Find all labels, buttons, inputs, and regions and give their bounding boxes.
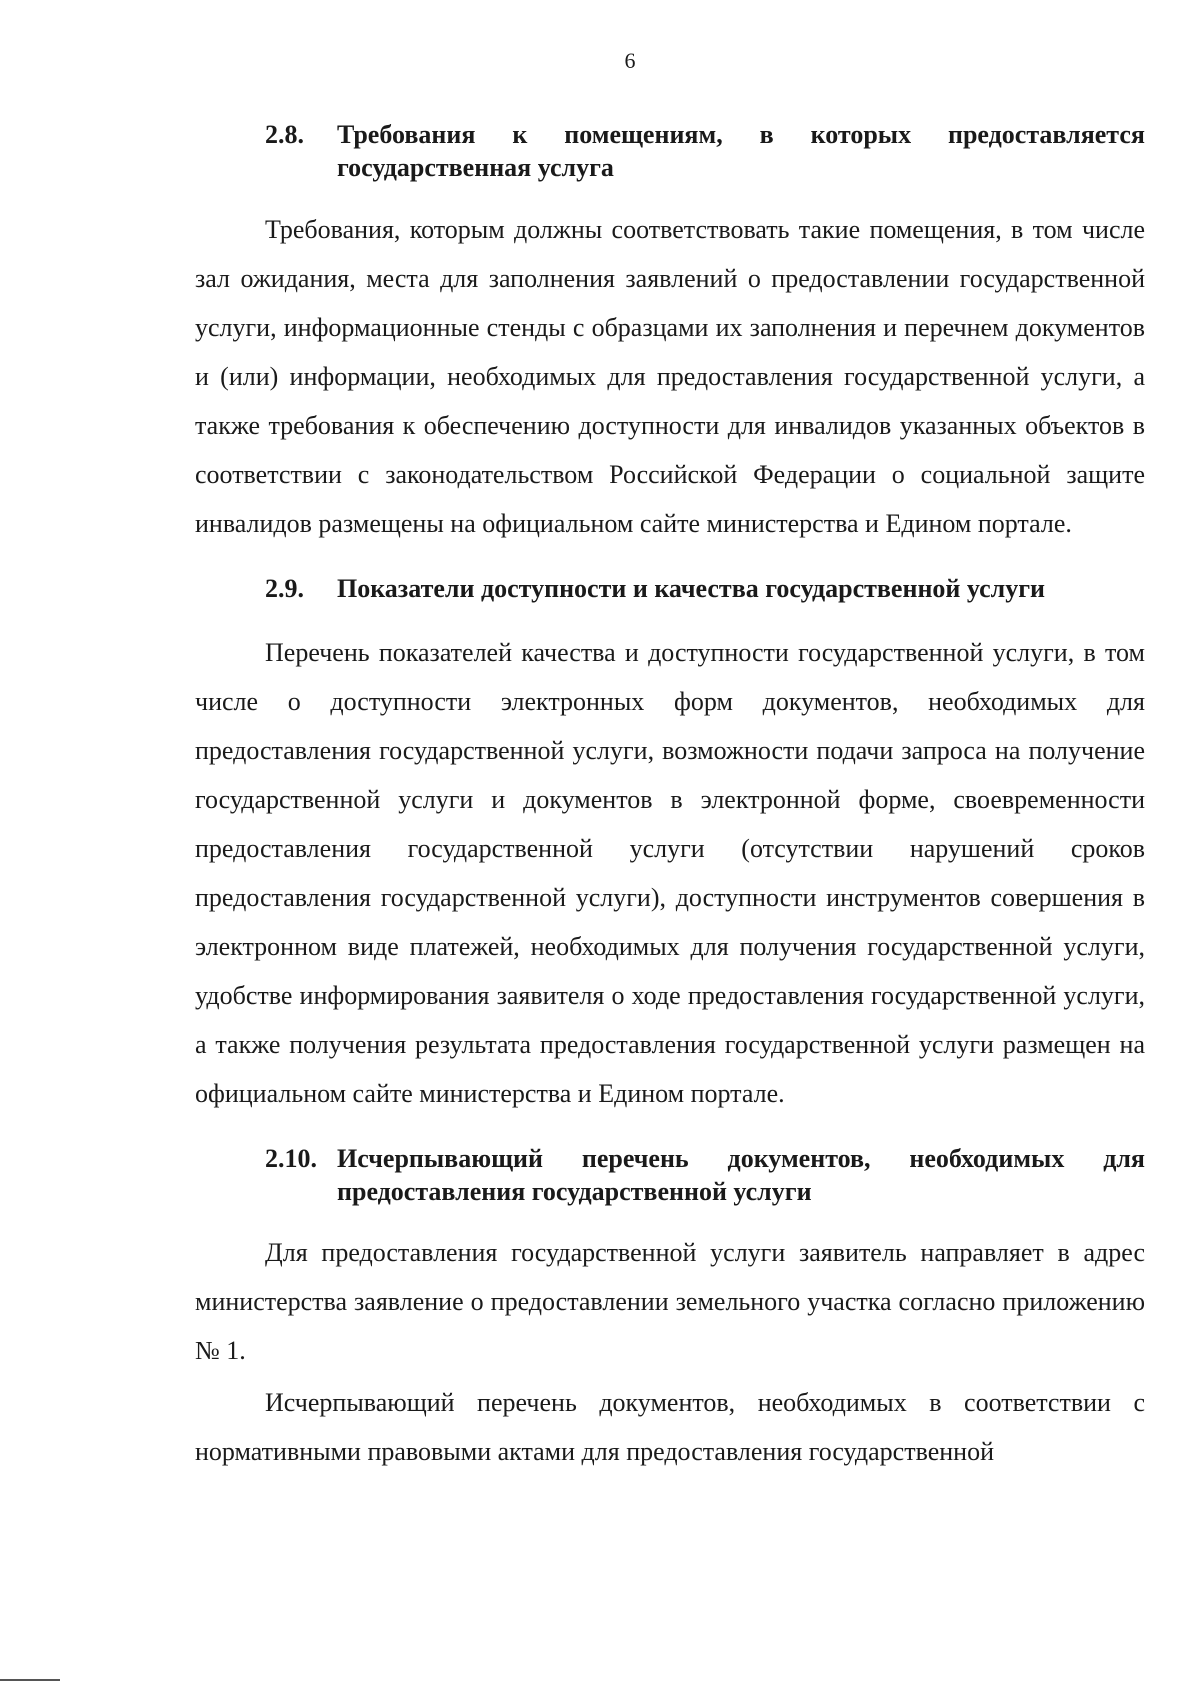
section-heading-2-10	[195, 1142, 1145, 1208]
section-number: 2.8.	[265, 120, 304, 149]
section-2-9-paragraph: Перечень показателей качества и доступности государственной услуги, в том числе о доступности электронных форм документов, необходимых для предоставления государственной услуги, возможности подачи запроса на получение государственной услуги и документов в электронной форме, своевременности предоставления государственной услуги (отсутствии нарушений сроков предоставления государственной услуги), доступности инструментов совершения в электронном виде платежей, необходимых для получения государственной услуги, удобстве информирования заявителя о ходе предоставления государственной услуги, а также получения результата предоставления государственной услуги размещен на официальном сайте министерства и Едином портале.	[195, 638, 1145, 1108]
footer-line	[0, 1679, 60, 1681]
section-title: Показатели доступности и качества государственной услуги	[337, 574, 1046, 603]
section-2-8-paragraph: Требования, которым должны соответствовать такие помещения, в том числе зал ожидания, места для заполнения заявлений о предоставлении государственной услуги, информационные стенды с образцами их заполнения и перечнем документов и (или) информации, необходимых для предоставления государственной услуги, а также требования к обеспечению доступности для инвалидов указанных объектов в соответствии с законодательством Российской Федерации о социальной защите инвалидов размещены на официальном сайте министерства и Едином портале.	[195, 215, 1145, 538]
section-heading-2-9	[195, 572, 1145, 605]
section-title: Исчерпывающий перечень документов, необходимых для предоставления государственной услуги	[337, 1144, 1145, 1206]
section-title: Требования к помещениям, в которых предоставляется государственная услуга	[337, 120, 1145, 182]
section-2-10-paragraph-1: Для предоставления государственной услуги заявитель направляет в адрес министерства заявление о предоставлении земельного участка согласно приложению № 1.	[195, 1238, 1145, 1365]
page-number: 6	[624, 48, 636, 73]
section-number: 2.10.	[265, 1144, 317, 1173]
section-2-10-paragraph-2: Исчерпывающий перечень документов, необходимых в соответствии с нормативными правовыми актами для предоставления государственной	[195, 1388, 1145, 1466]
section-number: 2.9.	[265, 574, 304, 603]
section-heading-2-8	[195, 118, 1145, 184]
document-body	[195, 118, 1145, 1476]
